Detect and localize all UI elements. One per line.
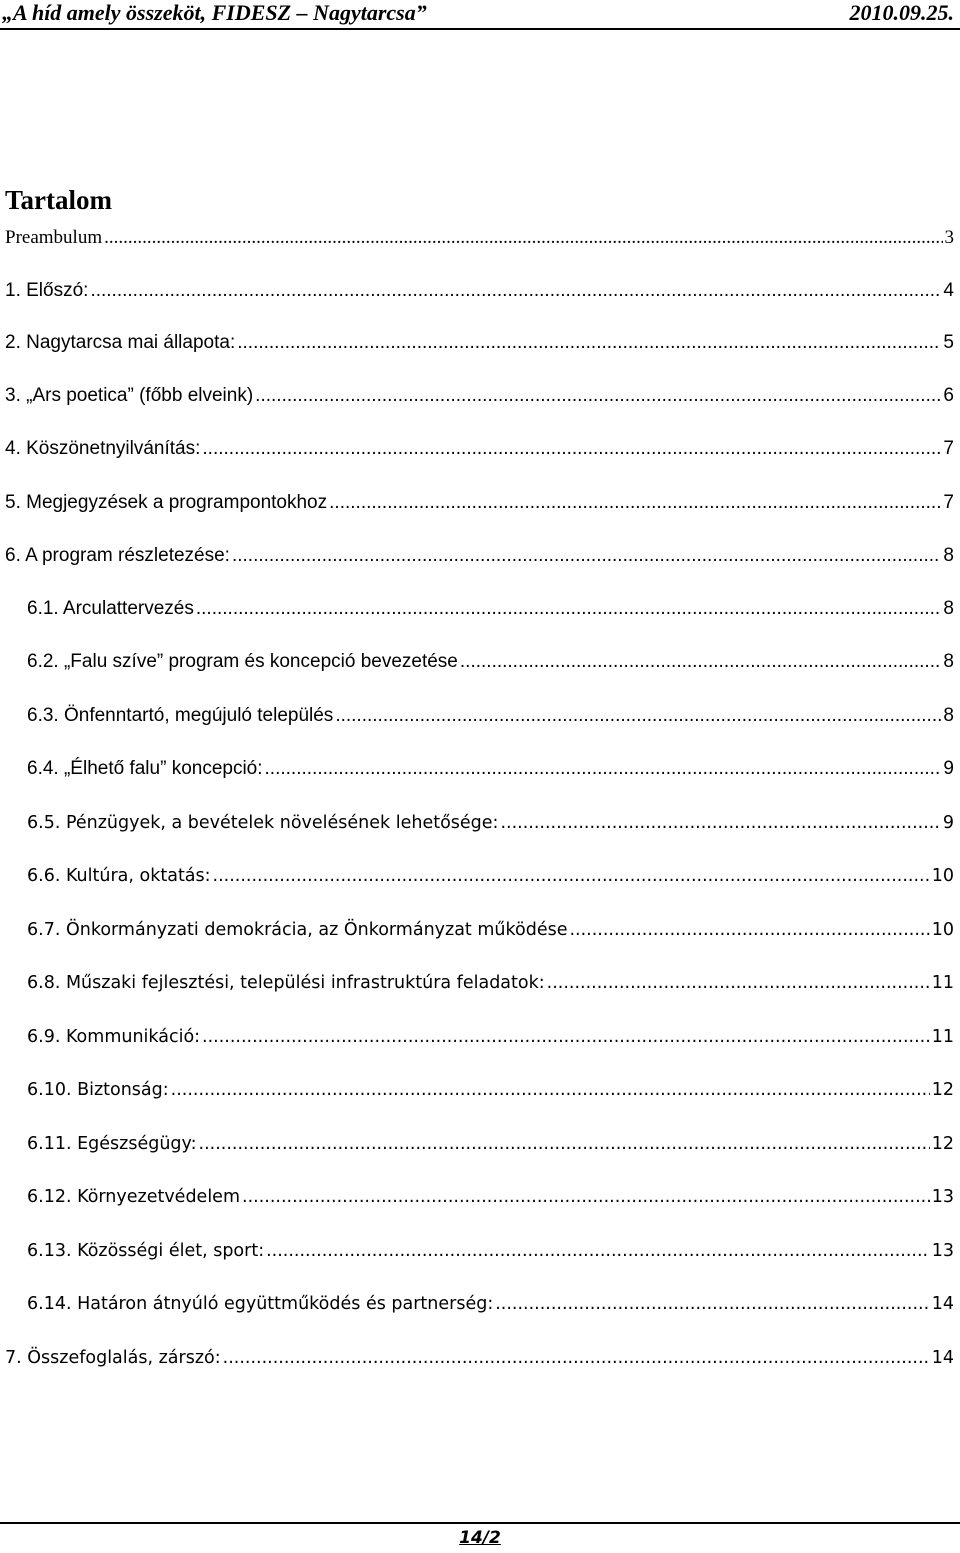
toc-entry-label: 6.5. Pénzügyek, a bevételek növelésének lehetősége: bbox=[27, 813, 499, 833]
toc-entry-page: 8 bbox=[943, 651, 954, 672]
toc-entry-page: 8 bbox=[943, 545, 954, 566]
toc-entry-2[interactable] bbox=[5, 331, 954, 355]
toc-leader-dots bbox=[90, 279, 941, 303]
toc-entry-page: 7 bbox=[943, 438, 954, 459]
toc-entry-label: 1. Előszó: bbox=[5, 280, 89, 301]
toc-entry-6-8[interactable] bbox=[27, 971, 954, 995]
toc-entry-preambulum[interactable] bbox=[5, 226, 954, 250]
toc-entry-label: 6.7. Önkormányzati demokrácia, az Önkormányzat működése bbox=[27, 920, 568, 940]
toc-entry-label: 6.6. Kultúra, oktatás: bbox=[27, 866, 211, 886]
toc-entry-page: 10 bbox=[931, 920, 954, 940]
toc-entry-label: 6.1. Arculattervezés bbox=[27, 598, 194, 619]
toc-entry-label: 6.4. „Élhető falu” koncepció: bbox=[27, 758, 263, 779]
toc-leader-dots bbox=[500, 811, 940, 835]
toc-entry-page: 9 bbox=[942, 813, 954, 833]
toc-entry-6-14[interactable] bbox=[27, 1292, 954, 1316]
toc-entry-label: 5. Megjegyzések a programpontokhoz bbox=[5, 492, 328, 513]
toc-entry-3[interactable] bbox=[5, 384, 954, 408]
toc-entry-label: 6.12. Környezetvédelem bbox=[27, 1187, 240, 1207]
header-date: 2010.09.25. bbox=[849, 0, 954, 25]
toc-entry-page: 5 bbox=[943, 332, 954, 353]
toc-leader-dots bbox=[196, 597, 942, 621]
toc-entry-label: 6.8. Műszaki fejlesztési, települési infrastruktúra feladatok: bbox=[27, 973, 545, 993]
toc-entry-6-3[interactable] bbox=[27, 704, 954, 728]
toc-leader-dots bbox=[202, 1025, 930, 1049]
toc-entry-page: 4 bbox=[943, 280, 954, 301]
toc-leader-dots bbox=[255, 384, 941, 408]
toc-leader-dots bbox=[223, 1346, 930, 1370]
toc-entry-page: 11 bbox=[931, 1027, 954, 1047]
toc-entry-6-1[interactable] bbox=[27, 597, 954, 621]
toc-entry-1[interactable] bbox=[5, 279, 954, 303]
toc-entry-label: 6.14. Határon átnyúló együttműködés és partnerség: bbox=[27, 1294, 494, 1314]
toc-entry-page: 9 bbox=[943, 758, 954, 779]
toc-entry-page: 8 bbox=[943, 705, 954, 726]
toc-leader-dots bbox=[242, 1185, 930, 1209]
toc-entry-page: 6 bbox=[943, 385, 954, 406]
footer-divider bbox=[0, 1522, 960, 1524]
toc-leader-dots bbox=[171, 1078, 930, 1102]
toc-entry-page: 11 bbox=[931, 973, 954, 993]
toc-entry-label: 6.2. „Falu szíve” program és koncepció bevezetése bbox=[27, 651, 458, 672]
toc-leader-dots bbox=[202, 437, 941, 461]
toc-entry-6-6[interactable] bbox=[27, 864, 954, 888]
toc-leader-dots bbox=[237, 331, 941, 355]
toc-entry-label: 6.3. Önfenntartó, megújuló település bbox=[27, 705, 334, 726]
toc-entry-6-5[interactable] bbox=[27, 811, 954, 835]
toc-leader-dots bbox=[329, 491, 941, 515]
toc-entry-label: 6.13. Közösségi élet, sport: bbox=[27, 1241, 265, 1261]
toc-entry-page: 3 bbox=[944, 227, 954, 248]
toc-leader-dots bbox=[232, 544, 941, 568]
toc-leader-dots bbox=[199, 1132, 930, 1156]
toc-entry-page: 8 bbox=[943, 598, 954, 619]
toc-entry-6-4[interactable] bbox=[27, 757, 954, 781]
toc-leader-dots bbox=[335, 704, 941, 728]
toc-title: Tartalom bbox=[5, 185, 112, 215]
toc-entry-page: 7 bbox=[943, 492, 954, 513]
toc-entry-page: 14 bbox=[931, 1348, 954, 1368]
page-number bbox=[0, 1527, 960, 1549]
toc-leader-dots bbox=[104, 226, 942, 250]
toc-entry-6-9[interactable] bbox=[27, 1025, 954, 1049]
toc-entry-label: 6.11. Egészségügy: bbox=[27, 1134, 197, 1154]
toc-leader-dots bbox=[213, 864, 930, 888]
page-number-label: 14/2 bbox=[459, 1528, 501, 1548]
toc-leader-dots bbox=[266, 1239, 930, 1263]
toc-entry-6-10[interactable] bbox=[27, 1078, 954, 1102]
toc-entry-label: 4. Köszönetnyilvánítás: bbox=[5, 438, 201, 459]
toc-entry-6-13[interactable] bbox=[27, 1239, 954, 1263]
toc-entry-label: 6.10. Biztonság: bbox=[27, 1080, 169, 1100]
toc-leader-dots bbox=[265, 757, 942, 781]
toc-leader-dots bbox=[569, 918, 929, 942]
header-title: „A híd amely összeköt, FIDESZ – Nagytarcsa” bbox=[2, 0, 427, 25]
toc-entry-page: 10 bbox=[931, 866, 954, 886]
toc-entry-5[interactable] bbox=[5, 491, 954, 515]
toc-entry-page: 14 bbox=[931, 1294, 954, 1314]
toc-entry-6-2[interactable] bbox=[27, 650, 954, 674]
toc-entry-page: 13 bbox=[931, 1241, 954, 1261]
toc-entry-label: 3. „Ars poetica” (főbb elveink) bbox=[5, 385, 254, 406]
toc-entry-label: 6.9. Kommunikáció: bbox=[27, 1027, 201, 1047]
toc-leader-dots bbox=[495, 1292, 929, 1316]
toc-entry-6-12[interactable] bbox=[27, 1185, 954, 1209]
toc-entry-6-7[interactable] bbox=[27, 918, 954, 942]
toc-entry-label: 6. A program részletezése: bbox=[5, 545, 230, 566]
toc-entry-label: Preambulum bbox=[5, 227, 103, 248]
toc-entry-6[interactable] bbox=[5, 544, 954, 568]
toc-entry-page: 12 bbox=[931, 1134, 954, 1154]
toc-entry-6-11[interactable] bbox=[27, 1132, 954, 1156]
toc-entry-4[interactable] bbox=[5, 437, 954, 461]
toc-entry-label: 2. Nagytarcsa mai állapota: bbox=[5, 332, 236, 353]
toc-entry-page: 13 bbox=[931, 1187, 954, 1207]
toc-entry-label: 7. Összefoglalás, zárszó: bbox=[5, 1348, 221, 1368]
toc-entry-7[interactable] bbox=[5, 1346, 954, 1370]
toc-leader-dots bbox=[460, 650, 942, 674]
toc-entry-page: 12 bbox=[931, 1080, 954, 1100]
toc-leader-dots bbox=[547, 971, 930, 995]
